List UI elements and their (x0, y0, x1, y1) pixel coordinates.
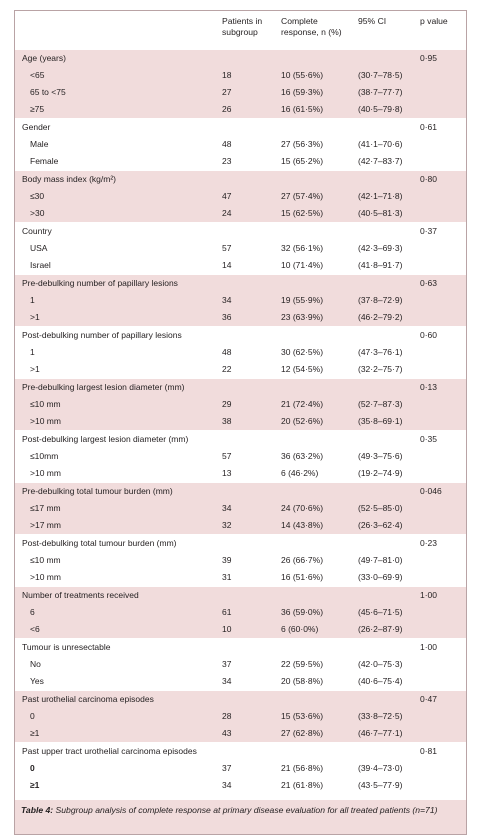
row-response: 30 (62·5%) (281, 347, 324, 357)
group-label: Past upper tract urothelial carcinoma episodes (22, 746, 197, 756)
caption-title: Table 4: (21, 805, 54, 815)
group-label: Post-debulking number of papillary lesions (22, 330, 182, 340)
row-ci: (46·7–77·1) (358, 728, 403, 738)
row-label: 0 (30, 711, 35, 721)
row-patients: 61 (222, 607, 232, 617)
group-p-value: 1·00 (420, 590, 438, 600)
row-patients: 57 (222, 243, 232, 253)
group-label: Country (22, 226, 52, 236)
table-row (15, 569, 466, 586)
group-p-value: 0·61 (420, 122, 438, 132)
group-label: Gender (22, 122, 51, 132)
table-frame (14, 10, 467, 835)
row-ci: (41·8–91·7) (358, 260, 403, 270)
row-response: 10 (55·6%) (281, 70, 324, 80)
group-label: Past urothelial carcinoma episodes (22, 694, 154, 704)
group-header-row (15, 171, 466, 188)
group-header-row (15, 431, 466, 448)
row-label: 1 (30, 347, 35, 357)
table-group (15, 49, 466, 118)
table-row (15, 205, 466, 222)
row-ci: (40·5–81·3) (358, 208, 403, 218)
row-response: 10 (71·4%) (281, 260, 324, 270)
group-p-value: 0·60 (420, 330, 438, 340)
row-ci: (43·5–77·9) (358, 780, 403, 790)
table-group (15, 638, 466, 690)
table-row (15, 153, 466, 170)
row-response: 21 (72·4%) (281, 399, 324, 409)
row-response: 21 (56·8%) (281, 763, 324, 773)
group-p-value: 0·23 (420, 538, 438, 548)
group-p-value: 0·63 (420, 278, 438, 288)
row-response: 20 (58·8%) (281, 676, 324, 686)
group-label: Body mass index (kg/m²) (22, 174, 116, 184)
row-label: >10 mm (30, 468, 61, 478)
row-patients: 34 (222, 780, 232, 790)
group-p-value: 0·046 (420, 486, 442, 496)
table-row (15, 101, 466, 118)
row-response: 15 (53·6%) (281, 711, 324, 721)
row-label: No (30, 659, 41, 669)
row-patients: 24 (222, 208, 232, 218)
row-label: Yes (30, 676, 44, 686)
group-p-value: 0·13 (420, 382, 438, 392)
row-label: 65 to <75 (30, 87, 66, 97)
row-patients: 28 (222, 711, 232, 721)
row-response: 21 (61·8%) (281, 780, 324, 790)
table-header (15, 11, 466, 49)
table-row (15, 361, 466, 378)
row-label: 6 (30, 607, 35, 617)
row-patients: 34 (222, 295, 232, 305)
table-group (15, 222, 466, 274)
row-label: Female (30, 156, 59, 166)
table-row (15, 725, 466, 742)
row-ci: (52·7–87·3) (358, 399, 403, 409)
table-group (15, 534, 466, 586)
row-response: 26 (66·7%) (281, 555, 324, 565)
row-response: 22 (59·5%) (281, 659, 324, 669)
row-patients: 34 (222, 676, 232, 686)
group-p-value: 0·37 (420, 226, 438, 236)
table-row (15, 309, 466, 326)
row-patients: 37 (222, 763, 232, 773)
table-row (15, 188, 466, 205)
table-group (15, 170, 466, 222)
row-response: 16 (59·3%) (281, 87, 324, 97)
row-ci: (35·8–69·1) (358, 416, 403, 426)
table-row (15, 517, 466, 534)
row-response: 32 (56·1%) (281, 243, 324, 253)
table-row (15, 344, 466, 361)
row-ci: (41·1–70·6) (358, 139, 403, 149)
row-response: 36 (59·0%) (281, 607, 324, 617)
row-patients: 36 (222, 312, 232, 322)
header-response: Complete response, n (%) (281, 16, 342, 37)
row-patients: 57 (222, 451, 232, 461)
row-label: 0 (30, 763, 35, 773)
row-ci: (40·6–75·4) (358, 676, 403, 686)
row-label: >1 (30, 312, 40, 322)
table-row (15, 465, 466, 482)
table-row (15, 413, 466, 430)
row-patients: 43 (222, 728, 232, 738)
header-ci: 95% CI (358, 16, 387, 26)
row-label: Israel (30, 260, 51, 270)
group-label: Post-debulking largest lesion diameter (mm) (22, 434, 189, 444)
group-header-row (15, 691, 466, 708)
group-header-row (15, 327, 466, 344)
group-header-row (15, 379, 466, 396)
group-label: Age (years) (22, 53, 66, 63)
table-row (15, 552, 466, 569)
caption-text: Subgroup analysis of complete response at primary disease evaluation for all treated patients (n=71) (53, 805, 438, 815)
row-label: ≤10 mm (30, 555, 61, 565)
group-header-row (15, 587, 466, 604)
table-group (15, 742, 466, 794)
row-label: >1 (30, 364, 40, 374)
row-patients: 18 (222, 70, 232, 80)
row-label: ≤17 mm (30, 503, 61, 513)
row-label: ≥75 (30, 104, 45, 114)
table-group (15, 378, 466, 430)
row-patients: 26 (222, 104, 232, 114)
group-label: Post-debulking total tumour burden (mm) (22, 538, 177, 548)
table-row (15, 777, 466, 794)
table-group (15, 586, 466, 638)
row-patients: 10 (222, 624, 232, 634)
row-label: >10 mm (30, 572, 61, 582)
row-label: USA (30, 243, 48, 253)
row-response: 16 (51·6%) (281, 572, 324, 582)
row-response: 19 (55·9%) (281, 295, 324, 305)
group-header-row (15, 483, 466, 500)
row-patients: 29 (222, 399, 232, 409)
table-row (15, 67, 466, 84)
row-ci: (37·8–72·9) (358, 295, 403, 305)
table-group (15, 430, 466, 482)
row-response: 12 (54·5%) (281, 364, 324, 374)
row-ci: (39·4–73·0) (358, 763, 403, 773)
group-p-value: 0·47 (420, 694, 438, 704)
row-ci: (19·2–74·9) (358, 468, 403, 478)
group-label: Number of treatments received (22, 590, 139, 600)
table-body (15, 49, 466, 794)
row-patients: 14 (222, 260, 232, 270)
row-label: >17 mm (30, 520, 61, 530)
row-patients: 32 (222, 520, 232, 530)
row-label: >10 mm (30, 416, 61, 426)
group-label: Pre-debulking number of papillary lesions (22, 278, 178, 288)
table-row (15, 656, 466, 673)
row-label: ≤30 (30, 191, 45, 201)
header-patients: Patients in subgroup (222, 16, 263, 37)
header-p: p value (420, 16, 448, 26)
row-response: 14 (43·8%) (281, 520, 324, 530)
row-patients: 39 (222, 555, 232, 565)
group-p-value: 0·35 (420, 434, 438, 444)
row-ci: (42·1–71·8) (358, 191, 403, 201)
group-header-row (15, 50, 466, 67)
row-response: 36 (63·2%) (281, 451, 324, 461)
row-patients: 34 (222, 503, 232, 513)
table-group (15, 690, 466, 742)
table-row (15, 240, 466, 257)
table-group (15, 482, 466, 534)
table-group (15, 326, 466, 378)
group-p-value: 0·81 (420, 746, 438, 756)
row-ci: (49·3–75·6) (358, 451, 403, 461)
table-row (15, 257, 466, 274)
row-patients: 23 (222, 156, 232, 166)
row-response: 24 (70·6%) (281, 503, 324, 513)
row-ci: (33·8–72·5) (358, 711, 403, 721)
row-response: 15 (65·2%) (281, 156, 324, 166)
row-ci: (46·2–79·2) (358, 312, 403, 322)
table-row (15, 292, 466, 309)
table-group (15, 118, 466, 170)
table-row (15, 621, 466, 638)
row-patients: 47 (222, 191, 232, 201)
table-row (15, 500, 466, 517)
table-group (15, 274, 466, 326)
row-ci: (42·7–83·7) (358, 156, 403, 166)
row-label: ≤10mm (30, 451, 59, 461)
group-label: Tumour is unresectable (22, 642, 111, 652)
row-response: 20 (52·6%) (281, 416, 324, 426)
row-response: 27 (57·4%) (281, 191, 324, 201)
row-response: 15 (62·5%) (281, 208, 324, 218)
row-ci: (26·3–62·4) (358, 520, 403, 530)
row-response: 27 (56·3%) (281, 139, 324, 149)
row-ci: (52·5–85·0) (358, 503, 403, 513)
row-label: ≥1 (30, 728, 40, 738)
group-header-row (15, 535, 466, 552)
row-label: >30 (30, 208, 45, 218)
row-label: 1 (30, 295, 35, 305)
table-row (15, 604, 466, 621)
group-header-row (15, 119, 466, 136)
group-header-row (15, 743, 466, 760)
row-ci: (49·7–81·0) (358, 555, 403, 565)
table-row (15, 84, 466, 101)
row-label: ≤10 mm (30, 399, 61, 409)
table-row (15, 448, 466, 465)
row-ci: (40·5–79·8) (358, 104, 403, 114)
group-header-row (15, 639, 466, 656)
row-response: 6 (60·0%) (281, 624, 319, 634)
row-ci: (32·2–75·7) (358, 364, 403, 374)
row-response: 23 (63·9%) (281, 312, 324, 322)
group-header-row (15, 275, 466, 292)
row-patients: 27 (222, 87, 232, 97)
row-ci: (42·0–75·3) (358, 659, 403, 669)
row-patients: 38 (222, 416, 232, 426)
group-p-value: 0·80 (420, 174, 438, 184)
row-label: Male (30, 139, 49, 149)
row-ci: (26·2–87·9) (358, 624, 403, 634)
row-ci: (30·7–78·5) (358, 70, 403, 80)
row-label: <6 (30, 624, 40, 634)
table-row (15, 708, 466, 725)
row-patients: 37 (222, 659, 232, 669)
row-label: ≥1 (30, 780, 40, 790)
table-row (15, 396, 466, 413)
table-row (15, 760, 466, 777)
row-ci: (45·6–71·5) (358, 607, 403, 617)
group-p-value: 1·00 (420, 642, 438, 652)
table-caption (15, 800, 466, 834)
row-label: <65 (30, 70, 45, 80)
row-patients: 48 (222, 347, 232, 357)
row-ci: (42·3–69·3) (358, 243, 403, 253)
row-patients: 48 (222, 139, 232, 149)
row-response: 16 (61·5%) (281, 104, 324, 114)
group-header-row (15, 223, 466, 240)
row-response: 6 (46·2%) (281, 468, 319, 478)
group-label: Pre-debulking total tumour burden (mm) (22, 486, 173, 496)
table-row (15, 136, 466, 153)
row-patients: 22 (222, 364, 232, 374)
group-label: Pre-debulking largest lesion diameter (mm) (22, 382, 185, 392)
row-ci: (47·3–76·1) (358, 347, 403, 357)
group-p-value: 0·95 (420, 53, 438, 63)
table-row (15, 673, 466, 690)
row-response: 27 (62·8%) (281, 728, 324, 738)
row-ci: (38·7–77·7) (358, 87, 403, 97)
row-patients: 13 (222, 468, 232, 478)
row-patients: 31 (222, 572, 232, 582)
row-ci: (33·0–69·9) (358, 572, 403, 582)
